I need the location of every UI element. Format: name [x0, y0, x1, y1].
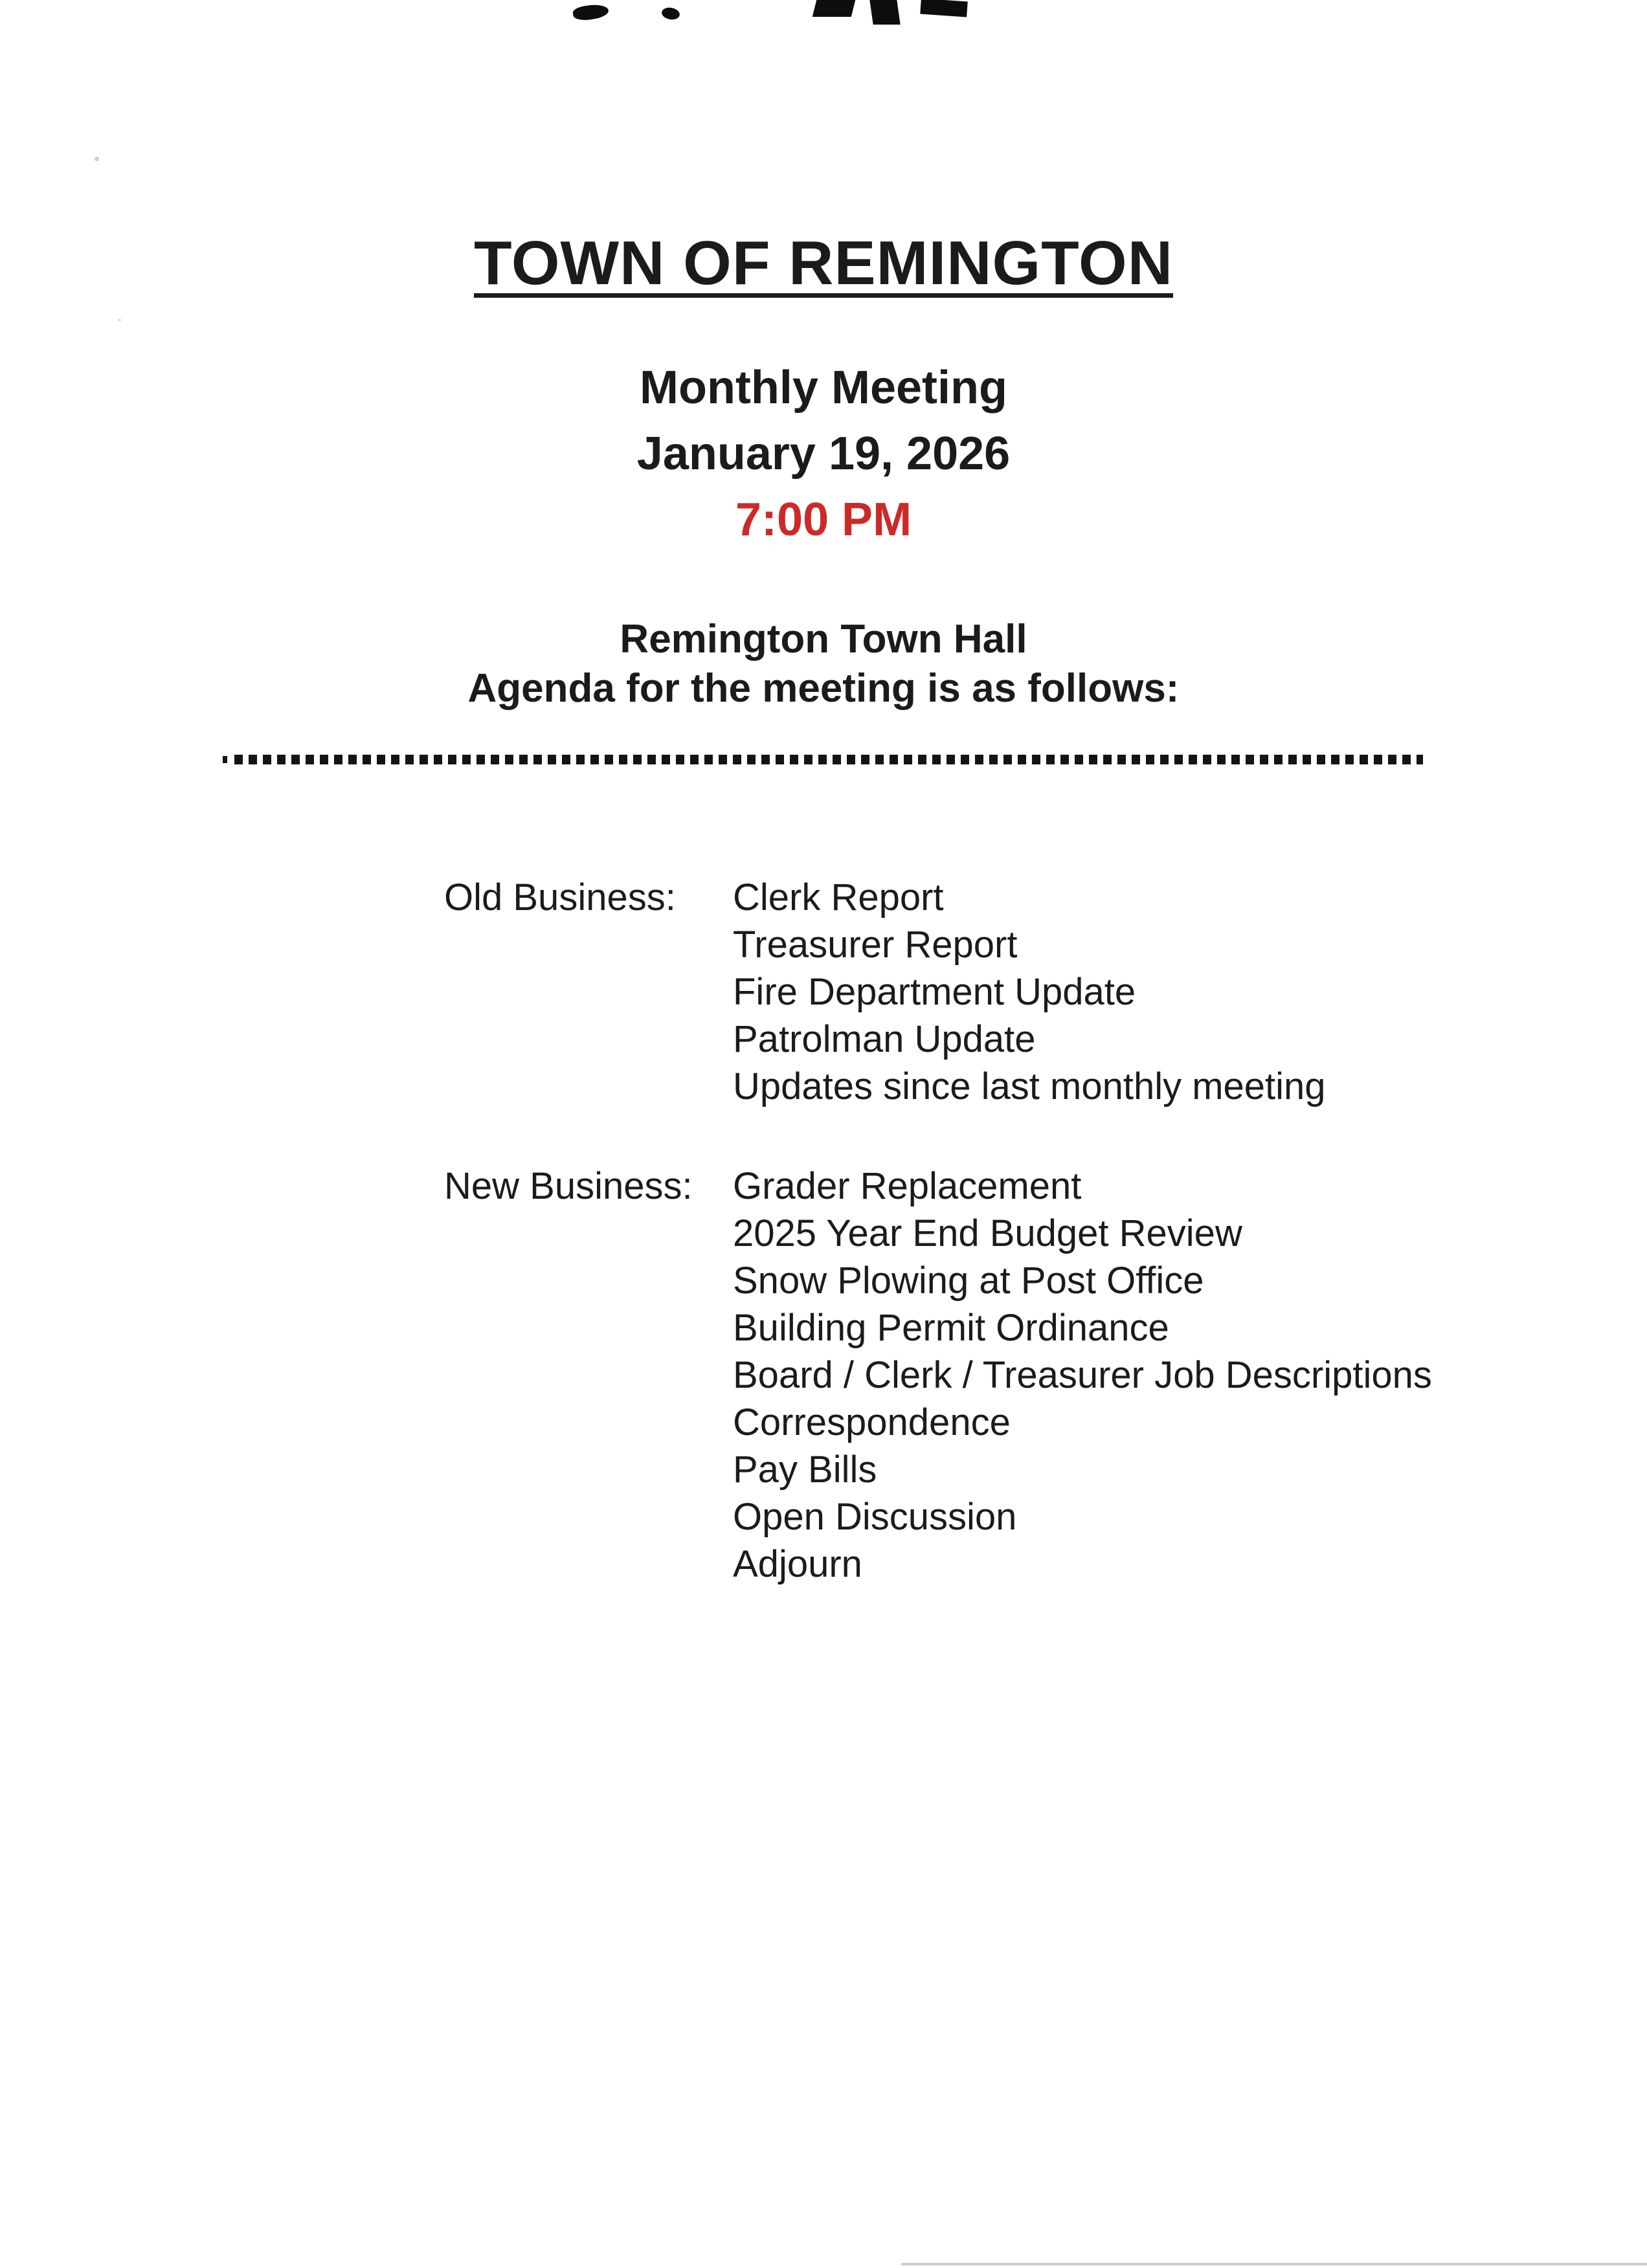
scan-artifact-bottom-line [901, 2263, 1647, 2265]
section-items [733, 874, 1326, 1110]
agenda-item: Fire Department Update [733, 971, 1136, 1013]
section-label: New Business: [444, 1165, 693, 1207]
agenda-item: Clerk Report [733, 876, 944, 918]
agenda-item: Adjourn [733, 1543, 862, 1585]
dotted-rule [234, 755, 1423, 764]
document-title: TOWN OF REMINGTON [473, 228, 1174, 298]
meeting-time: 7:00 PM [735, 494, 912, 546]
agenda-item: Snow Plowing at Post Office [733, 1260, 1204, 1302]
section-items [733, 1162, 1432, 1588]
scan-artifact [869, 0, 900, 25]
agenda-item: Board / Clerk / Treasurer Job Descriptions [733, 1354, 1432, 1396]
agenda-item: 2025 Year End Budget Review [733, 1212, 1242, 1254]
agenda-item: Open Discussion [733, 1496, 1017, 1538]
agenda-item: Patrolman Update [733, 1018, 1036, 1060]
scan-artifact [920, 0, 967, 17]
agenda-item: Treasurer Report [733, 924, 1018, 966]
section-new-business [444, 1162, 1432, 1588]
dotted-rule-lead [223, 756, 227, 763]
scan-speck [118, 318, 121, 322]
agenda-item: Building Permit Ordinance [733, 1307, 1169, 1349]
scan-artifact [572, 3, 610, 21]
section-old-business [444, 874, 1326, 1110]
scan-artifact [812, 0, 855, 17]
meeting-type: Monthly Meeting [640, 362, 1007, 414]
agenda-item: Updates since last monthly meeting [733, 1065, 1326, 1107]
agenda-item: Grader Replacement [733, 1165, 1082, 1207]
scan-speck [95, 157, 99, 161]
meeting-date: January 19, 2026 [636, 428, 1011, 480]
meeting-location: Remington Town Hall [620, 617, 1027, 662]
scan-artifact [661, 6, 681, 21]
agenda-item: Pay Bills [733, 1449, 877, 1491]
section-label: Old Business: [444, 876, 676, 918]
agenda-intro: Agenda for the meeting is as follows: [467, 666, 1180, 711]
agenda-item: Correspondence [733, 1401, 1011, 1443]
